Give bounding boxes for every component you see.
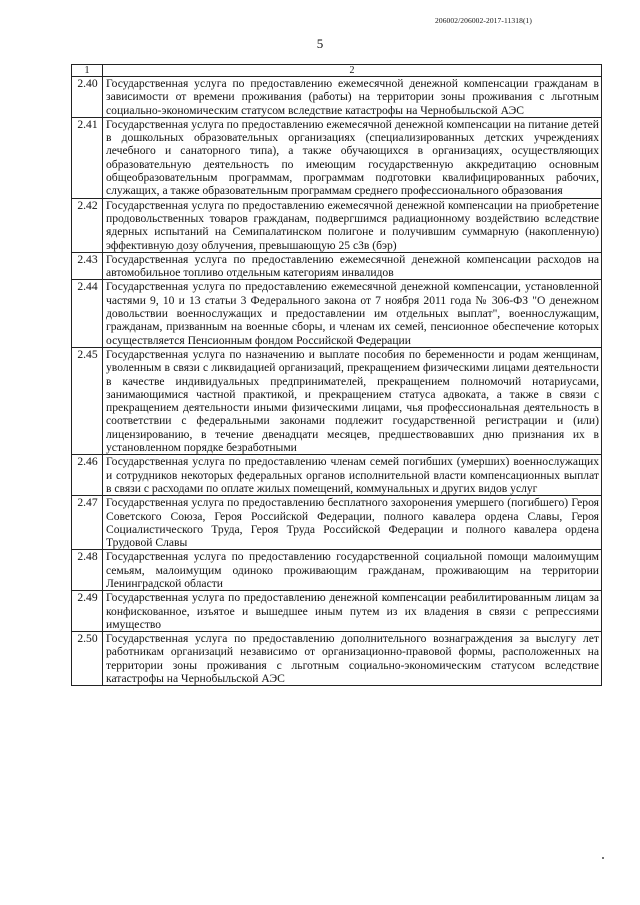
document-id: 206002/206002-2017-11318(1) (435, 16, 532, 25)
table-row (72, 550, 602, 591)
service-description: Государственная услуга по предоставлению ежемесячной денежной компенсации на приобретение продовольственных товаров гражданам, подвергшимся радиационному воздействию вследствие ядерных испытаний на Семипалатинском полигоне и получившим суммарную (накопленную) эффективную дозу облучения, превышающую 25 сЗв (бэр) (103, 198, 602, 252)
table-row (72, 632, 602, 686)
row-number: 2.50 (72, 632, 103, 686)
table-row (72, 496, 602, 550)
table-row (72, 252, 602, 280)
table-row (72, 77, 602, 118)
service-description: Государственная услуга по предоставлению ежемесячной денежной компенсации гражданам в зависимости от времени проживания (работы) на территории зоны проживания с льготным социально-экономическим статусом вследствие катастрофы на Чернобыльской АЭС (103, 77, 602, 118)
service-description: Государственная услуга по предоставлению ежемесячной денежной компенсации расходов на автомобильное топливо отдельным категориям инвалидов (103, 252, 602, 280)
table-row (72, 455, 602, 496)
row-number: 2.46 (72, 455, 103, 496)
row-number: 2.49 (72, 591, 103, 632)
table-row (72, 198, 602, 252)
column-header-number: 1 (72, 65, 103, 77)
row-number: 2.48 (72, 550, 103, 591)
table-row (72, 591, 602, 632)
table-row (72, 117, 602, 198)
row-number: 2.41 (72, 117, 103, 198)
service-description: Государственная услуга по предоставлению государственной социальной помощи малоимущим семьям, малоимущим одиноко проживающим гражданам, проживающим на территории Ленинградской области (103, 550, 602, 591)
service-description: Государственная услуга по предоставлению дополнительного вознаграждения за выслугу лет работникам организаций независимо от организационно-правовой формы, расположенных на территории зоны проживания с льготным социально-экономическим статусом вследствие катастрофы на Чернобыльской АЭС (103, 632, 602, 686)
services-table (71, 64, 602, 686)
table-row (72, 347, 602, 454)
table-header-row (72, 65, 602, 77)
column-header-text: 2 (103, 65, 602, 77)
service-description: Государственная услуга по предоставлению ежемесячной денежной компенсации на питание детей в дошкольных образовательных организациях (специализированных детских учреждениях лечебного и санаторного типа), а также обучающихся в организациях, осуществляющих образовательную деятельность по имеющим государственную аккредитацию основным общеобразовательным программам, программам подготовки квалифицированных рабочих, служащих, а также образовательным программам среднего профессионального образования (103, 117, 602, 198)
row-number: 2.44 (72, 280, 103, 347)
row-number: 2.40 (72, 77, 103, 118)
row-number: 2.42 (72, 198, 103, 252)
scan-speck (602, 857, 604, 859)
service-description: Государственная услуга по предоставлению ежемесячной денежной компенсации, установленной частями 9, 10 и 13 статьи 3 Федерального закона от 7 ноября 2011 года № 306-ФЗ "О денежном довольствии военнослужащих и предоставлении им отдельных выплат", военнослужащим, гражданам, призванным на военные сборы, и членам их семей, пенсионное обеспечение которых осуществляется Пенсионным фондом Российской Федерации (103, 280, 602, 347)
service-description: Государственная услуга по назначению и выплате пособия по беременности и родам женщинам, уволенным в связи с ликвидацией организаций, прекращением физическими лицами деятельности в качестве индивидуальных предпринимателей, прекращением полномочий нотариусами, занимающимися частной практикой, и прекращением статуса адвоката, а также в связи с прекращением деятельности иными физическими лицами, чья профессиональная деятельность в соответствии с федеральными законами подлежит государственной регистрации и (или) лицензированию, в течение двенадцати месяцев, предшествовавших дню признания их в установленном порядке безработными (103, 347, 602, 454)
row-number: 2.45 (72, 347, 103, 454)
service-description: Государственная услуга по предоставлению денежной компенсации реабилитированным лицам за конфискованное, изъятое и вышедшее иным путем из их владения в связи с репрессиями имущество (103, 591, 602, 632)
row-number: 2.43 (72, 252, 103, 280)
table-row (72, 280, 602, 347)
service-description: Государственная услуга по предоставлению членам семей погибших (умерших) военнослужащих и сотрудников некоторых федеральных органов исполнительной власти компенсационных выплат в связи с расходами по оплате жилых помещений, коммунальных и других видов услуг (103, 455, 602, 496)
service-description: Государственная услуга по предоставлению бесплатного захоронения умершего (погибшего) Героя Советского Союза, Героя Российской Федерации, полного кавалера ордена Славы, Героя Социалистического Труда, Героя Труда Российской Федерации и полного кавалера ордена Трудовой Славы (103, 496, 602, 550)
row-number: 2.47 (72, 496, 103, 550)
page-number: 5 (316, 36, 324, 51)
